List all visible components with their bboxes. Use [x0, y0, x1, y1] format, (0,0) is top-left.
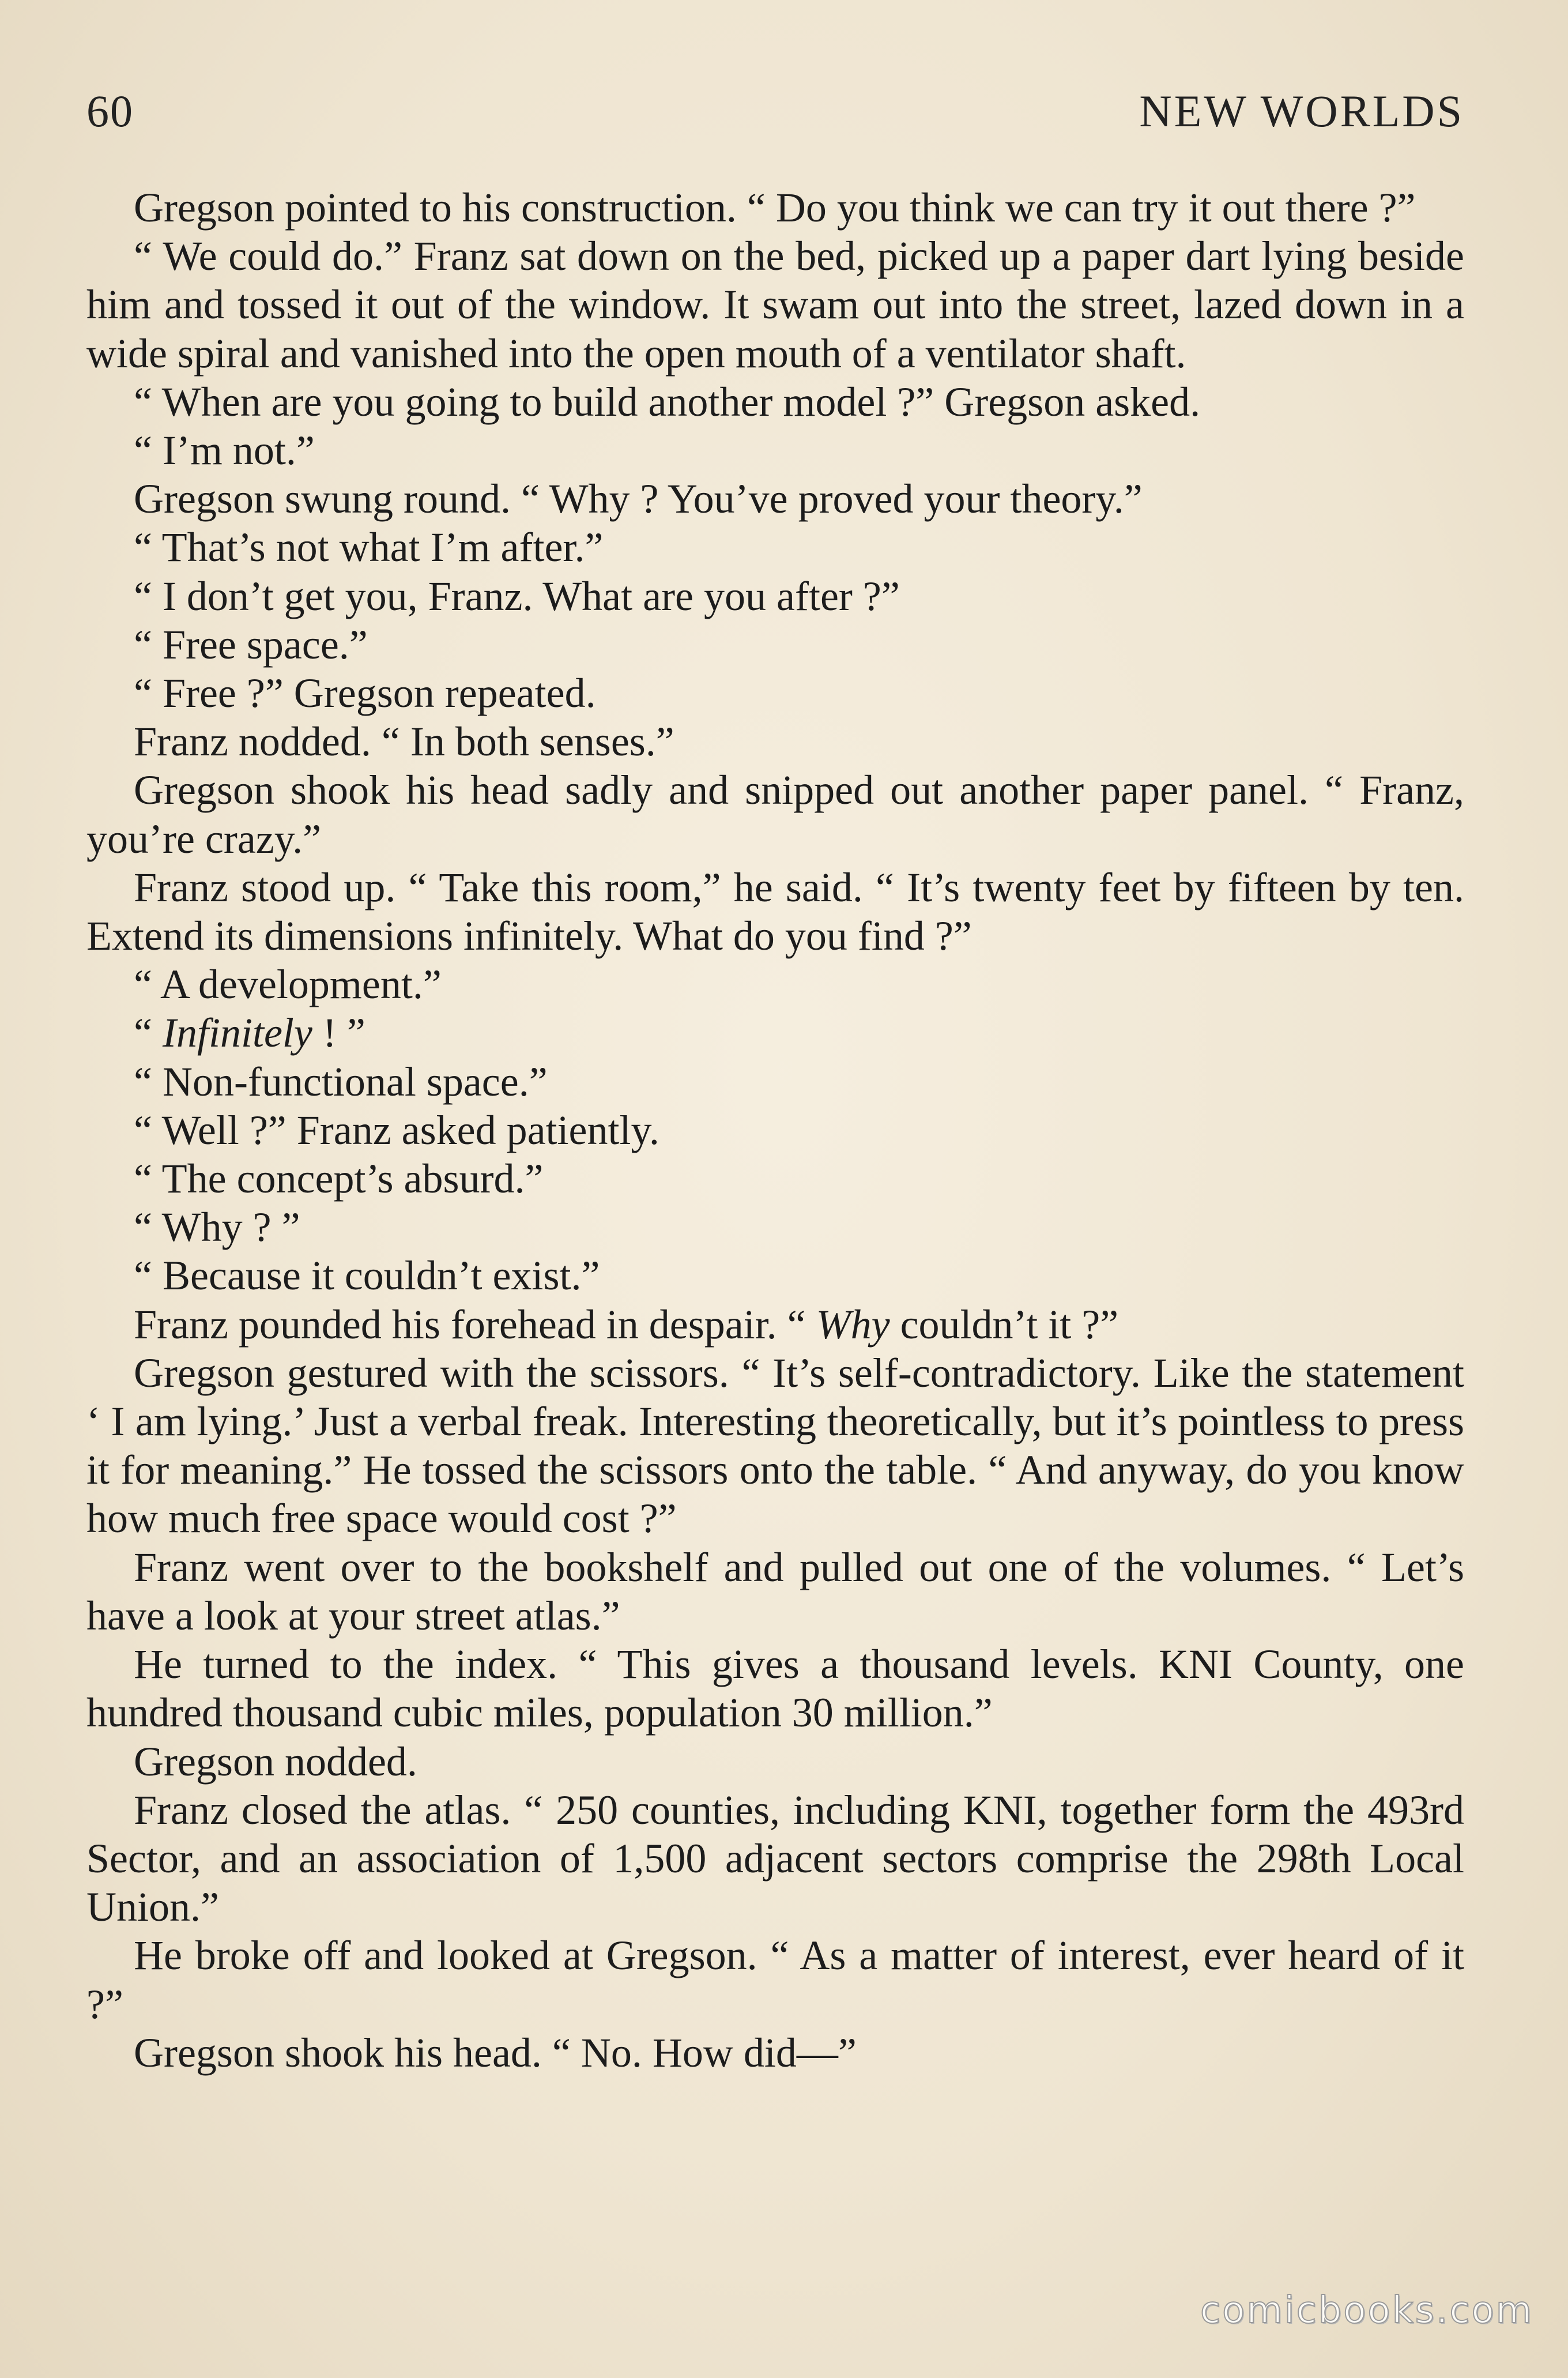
watermark-text: comicbooks.com	[1200, 2289, 1533, 2332]
paragraph: “ When are you going to build another model ?” Gregson asked.	[134, 378, 1201, 425]
paragraph-tail: ! ”	[312, 1010, 365, 1056]
italic-word: Infinitely	[162, 1010, 312, 1056]
paragraph: “ Well ?” Franz asked patiently.	[134, 1107, 659, 1153]
paragraph: “ I’m not.”	[134, 427, 315, 474]
running-head	[86, 85, 1464, 149]
paragraph-why	[86, 1300, 1464, 1349]
paragraph: “ Free space.”	[134, 621, 368, 668]
paragraph: Franz went over to the bookshelf and pulled out one of the volumes. “ Let’s have a look at your street atlas.”	[86, 1544, 1464, 1639]
paragraph: Gregson shook his head sadly and snipped out another paper panel. “ Franz, you’re crazy.”	[86, 767, 1464, 862]
paragraph: “ Non-functional space.”	[134, 1058, 548, 1105]
italic-word: Why	[816, 1301, 890, 1348]
paragraph: “ That’s not what I’m after.”	[134, 524, 604, 571]
paragraph: “ Because it couldn’t exist.”	[134, 1252, 600, 1299]
paragraph: “ We could do.” Franz sat down on the bed, picked up a paper dart lying beside him and tossed it out of the window. It swam out into the street, lazed down in a wide spiral and vanished into the open mouth of a ventilator shaft.	[86, 233, 1464, 377]
paragraph: Gregson nodded.	[134, 1738, 417, 1785]
paragraph-lead: Franz pounded his forehead in despair. “	[134, 1301, 816, 1348]
paragraph: Franz closed the atlas. “ 250 counties, including KNI, together form the 493rd Sector, and an association of 1,500 adjacent sectors comprise the 298th Local Union.”	[86, 1786, 1464, 1931]
paragraph: He broke off and looked at Gregson. “ As a matter of interest, ever heard of it ?”	[86, 1932, 1464, 2027]
paragraph: Franz nodded. “ In both senses.”	[134, 718, 674, 765]
paragraph-tail: couldn’t it ?”	[889, 1301, 1119, 1348]
paragraph: Gregson shook his head. “ No. How did—”	[134, 2029, 857, 2076]
paragraph: Gregson gestured with the scissors. “ It’s self-contradictory. Like the statement ‘ I am lying.’ Just a verbal freak. Interesting theoretically, but it’s pointless to press it for meaning.” He tossed the scissors onto the table. “ And anyway, do you know how much free space would cost ?”	[86, 1349, 1464, 1542]
paragraph: He turned to the index. “ This gives a thousand levels. KNI County, one hundred thousand cubic miles, population 30 million.”	[86, 1641, 1464, 1736]
paragraph: Gregson pointed to his construction. “ Do you think we can try it out there ?”	[134, 185, 1416, 231]
paragraph: Franz stood up. “ Take this room,” he said. “ It’s twenty feet by fifteen by ten. Extend its dimensions infinitely. What do you find ?”	[86, 864, 1464, 960]
journal-title: NEW WORLDS	[1139, 86, 1464, 136]
paragraph: “ A development.”	[134, 961, 442, 1008]
text-body	[86, 183, 1464, 2077]
paragraph: “ Free ?” Gregson repeated.	[134, 670, 596, 717]
page-number: 60	[86, 86, 134, 136]
paragraph: Gregson swung round. “ Why ? You’ve proved your theory.”	[134, 476, 1143, 522]
paragraph: “ Why ? ”	[134, 1204, 300, 1251]
paragraph-lead: “	[134, 1010, 163, 1056]
paragraph: “ The concept’s absurd.”	[134, 1156, 544, 1202]
paragraph: “ I don’t get you, Franz. What are you after ?”	[134, 573, 900, 619]
paragraph-infinitely	[86, 1009, 1464, 1057]
